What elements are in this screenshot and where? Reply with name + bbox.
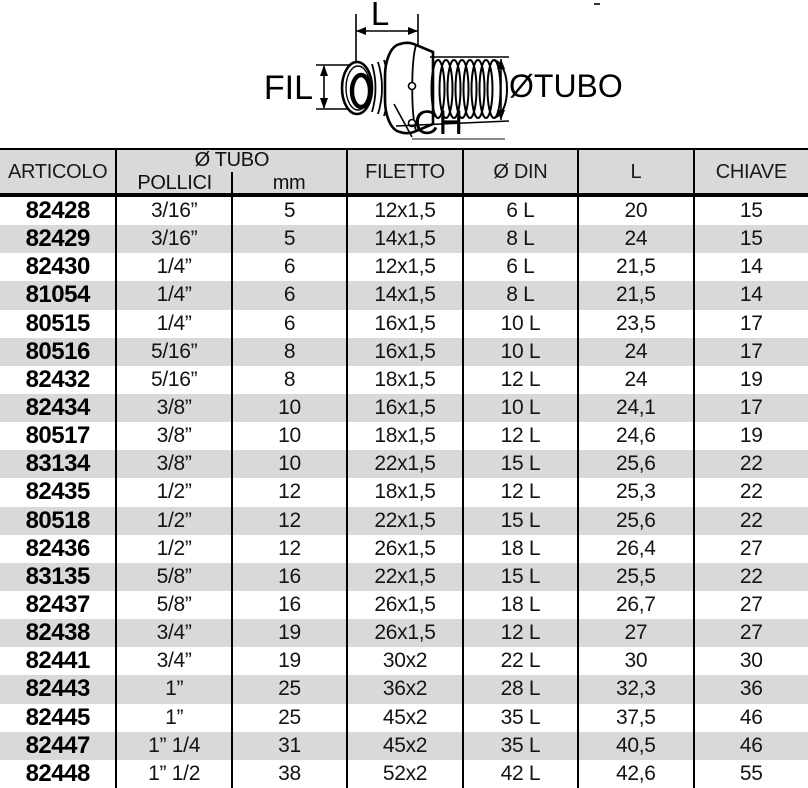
col-header-pollici: POLLICI <box>137 172 212 194</box>
cell-din: 42 L <box>462 760 577 788</box>
cell-articolo: 82441 <box>25 647 90 675</box>
cell-mm: 16 <box>231 591 346 619</box>
cell-filetto: 26x1,5 <box>346 619 461 647</box>
cell-pollici: 3/8” <box>115 394 230 422</box>
cell-l: 25,3 <box>577 478 692 506</box>
table-row <box>0 366 808 394</box>
cell-filetto: 22x1,5 <box>346 450 461 478</box>
cell-filetto: 12x1,5 <box>346 253 461 281</box>
table-row <box>0 310 808 338</box>
col-header-chiave: CHIAVE <box>693 150 808 195</box>
cell-articolo: 82435 <box>25 478 90 506</box>
cell-pollici: 1/2” <box>115 507 230 535</box>
cell-articolo: 82434 <box>25 394 90 422</box>
cell-filetto: 12x1,5 <box>346 197 461 225</box>
cell-articolo: 82432 <box>25 365 90 393</box>
cell-articolo: 80516 <box>25 337 90 365</box>
cell-l: 42,6 <box>577 760 692 788</box>
cell-l: 32,3 <box>577 675 692 703</box>
col-header-l: L <box>577 150 692 195</box>
table-row <box>0 619 808 647</box>
cell-din: 6 L <box>462 253 577 281</box>
cell-l: 26,7 <box>577 591 692 619</box>
cell-chiave: 30 <box>693 647 808 675</box>
cell-mm: 8 <box>231 338 346 366</box>
table-row <box>0 422 808 450</box>
col-header-mm: mm <box>232 172 346 195</box>
cell-chiave: 27 <box>693 535 808 563</box>
cell-l: 40,5 <box>577 732 692 760</box>
cell-articolo: 83134 <box>25 450 90 478</box>
cell-articolo: 82438 <box>25 619 90 647</box>
cell-pollici: 3/16” <box>115 197 230 225</box>
cell-pollici: 1/4” <box>115 281 230 309</box>
cell-filetto: 22x1,5 <box>346 563 461 591</box>
tubo-subheaders <box>117 172 346 195</box>
cell-din: 18 L <box>462 591 577 619</box>
cell-pollici: 5/8” <box>115 591 230 619</box>
table-row <box>0 450 808 478</box>
cell-articolo: 82445 <box>25 703 90 731</box>
cell-articolo: 81054 <box>25 281 90 309</box>
cell-pollici: 1” <box>115 675 230 703</box>
cell-chiave: 17 <box>693 310 808 338</box>
cell-articolo: 82430 <box>25 253 90 281</box>
col-header-filetto: FILETTO <box>346 150 461 195</box>
fitting-diagram <box>0 0 808 148</box>
cell-filetto: 52x2 <box>346 760 461 788</box>
cell-chiave: 27 <box>693 591 808 619</box>
cell-pollici: 1/2” <box>115 478 230 506</box>
cell-articolo: 82429 <box>25 225 90 253</box>
cell-filetto: 16x1,5 <box>346 394 461 422</box>
cell-l: 24 <box>577 338 692 366</box>
cell-din: 12 L <box>462 478 577 506</box>
cell-articolo: 82443 <box>25 675 90 703</box>
table-row <box>0 704 808 732</box>
cell-chiave: 22 <box>693 563 808 591</box>
cell-din: 8 L <box>462 225 577 253</box>
cell-pollici: 3/8” <box>115 422 230 450</box>
cell-chiave: 15 <box>693 225 808 253</box>
col-group-tubo <box>115 150 346 195</box>
cell-articolo: 80515 <box>25 309 90 337</box>
cell-din: 12 L <box>462 422 577 450</box>
cell-l: 23,5 <box>577 310 692 338</box>
cell-mm: 12 <box>231 478 346 506</box>
table-row <box>0 338 808 366</box>
cell-mm: 31 <box>231 732 346 760</box>
table-row <box>0 478 808 506</box>
cell-filetto: 26x1,5 <box>346 535 461 563</box>
cell-articolo: 83135 <box>25 562 90 590</box>
catalog-table <box>0 148 808 788</box>
cell-pollici: 1” 1/2 <box>115 760 230 788</box>
cell-pollici: 5/16” <box>115 338 230 366</box>
cell-din: 35 L <box>462 732 577 760</box>
cell-articolo: 82436 <box>25 534 90 562</box>
cell-din: 35 L <box>462 704 577 732</box>
cell-din: 10 L <box>462 394 577 422</box>
cell-mm: 6 <box>231 253 346 281</box>
cell-mm: 12 <box>231 507 346 535</box>
cell-pollici: 3/4” <box>115 619 230 647</box>
table-row <box>0 535 808 563</box>
table-row <box>0 225 808 253</box>
cell-filetto: 22x1,5 <box>346 507 461 535</box>
cell-pollici: 1/2” <box>115 535 230 563</box>
cell-l: 37,5 <box>577 704 692 732</box>
cell-chiave: 19 <box>693 366 808 394</box>
cell-chiave: 55 <box>693 760 808 788</box>
cell-pollici: 1” <box>115 704 230 732</box>
cell-mm: 19 <box>231 619 346 647</box>
cell-mm: 38 <box>231 760 346 788</box>
cell-filetto: 45x2 <box>346 732 461 760</box>
table-row <box>0 760 808 788</box>
cell-articolo: 82437 <box>25 591 90 619</box>
cell-chiave: 17 <box>693 394 808 422</box>
cell-filetto: 18x1,5 <box>346 422 461 450</box>
cell-l: 27 <box>577 619 692 647</box>
cell-mm: 25 <box>231 675 346 703</box>
table-row <box>0 647 808 675</box>
cell-filetto: 16x1,5 <box>346 310 461 338</box>
table-row <box>0 591 808 619</box>
cell-din: 28 L <box>462 675 577 703</box>
table-header <box>0 148 808 197</box>
table-row <box>0 253 808 281</box>
table-row <box>0 197 808 225</box>
table-row <box>0 281 808 309</box>
cell-chiave: 14 <box>693 281 808 309</box>
cell-l: 24,1 <box>577 394 692 422</box>
cell-mm: 10 <box>231 394 346 422</box>
cell-din: 10 L <box>462 310 577 338</box>
cell-pollici: 1” 1/4 <box>115 732 230 760</box>
cell-din: 8 L <box>462 281 577 309</box>
cell-l: 20 <box>577 197 692 225</box>
col-header-articolo: ARTICOLO <box>7 161 108 183</box>
cell-chiave: 36 <box>693 675 808 703</box>
table-row <box>0 732 808 760</box>
col-header-din: Ø DIN <box>462 150 577 195</box>
table-row <box>0 563 808 591</box>
cell-l: 21,5 <box>577 253 692 281</box>
cell-chiave: 15 <box>693 197 808 225</box>
table-body <box>0 197 808 788</box>
cell-chiave: 46 <box>693 704 808 732</box>
cell-pollici: 5/8” <box>115 563 230 591</box>
cell-chiave: 19 <box>693 422 808 450</box>
cell-din: 12 L <box>462 366 577 394</box>
cell-chiave: 14 <box>693 253 808 281</box>
cell-filetto: 14x1,5 <box>346 225 461 253</box>
cell-mm: 12 <box>231 535 346 563</box>
cell-articolo: 82447 <box>25 731 90 759</box>
cell-articolo: 82448 <box>25 759 90 787</box>
cell-mm: 25 <box>231 704 346 732</box>
cell-l: 24,6 <box>577 422 692 450</box>
cell-articolo: 82428 <box>25 197 90 225</box>
cell-l: 26,4 <box>577 535 692 563</box>
dim-label-ch: CH <box>414 104 464 142</box>
cell-l: 25,6 <box>577 507 692 535</box>
cell-filetto: 18x1,5 <box>346 366 461 394</box>
cell-l: 25,6 <box>577 450 692 478</box>
dim-label-l: L <box>370 0 390 32</box>
table-row <box>0 394 808 422</box>
cell-mm: 6 <box>231 281 346 309</box>
cell-filetto: 18x1,5 <box>346 478 461 506</box>
cell-pollici: 5/16” <box>115 366 230 394</box>
fitting-diagram-svg <box>0 0 808 148</box>
cell-chiave: 27 <box>693 619 808 647</box>
cell-pollici: 1/4” <box>115 310 230 338</box>
cell-mm: 19 <box>231 647 346 675</box>
cell-l: 24 <box>577 366 692 394</box>
cell-filetto: 30x2 <box>346 647 461 675</box>
dim-label-fil: FIL <box>263 69 313 107</box>
cell-chiave: 22 <box>693 478 808 506</box>
cell-chiave: 46 <box>693 732 808 760</box>
cell-l: 21,5 <box>577 281 692 309</box>
cell-mm: 5 <box>231 197 346 225</box>
cell-pollici: 1/4” <box>115 253 230 281</box>
cell-articolo: 80518 <box>25 506 90 534</box>
cell-din: 15 L <box>462 563 577 591</box>
cell-din: 6 L <box>462 197 577 225</box>
cell-chiave: 22 <box>693 507 808 535</box>
table-row <box>0 675 808 703</box>
cell-mm: 10 <box>231 450 346 478</box>
cell-l: 30 <box>577 647 692 675</box>
cell-mm: 16 <box>231 563 346 591</box>
cell-filetto: 16x1,5 <box>346 338 461 366</box>
cell-din: 10 L <box>462 338 577 366</box>
cell-pollici: 3/16” <box>115 225 230 253</box>
cell-mm: 5 <box>231 225 346 253</box>
cell-din: 12 L <box>462 619 577 647</box>
cell-din: 15 L <box>462 450 577 478</box>
dim-label-tubo: ØTUBO <box>509 68 623 104</box>
cell-mm: 6 <box>231 310 346 338</box>
cell-l: 24 <box>577 225 692 253</box>
cell-filetto: 14x1,5 <box>346 281 461 309</box>
cell-pollici: 3/8” <box>115 450 230 478</box>
cell-filetto: 45x2 <box>346 704 461 732</box>
cell-filetto: 36x2 <box>346 675 461 703</box>
table-row <box>0 507 808 535</box>
cell-mm: 10 <box>231 422 346 450</box>
cell-mm: 8 <box>231 366 346 394</box>
cell-din: 15 L <box>462 507 577 535</box>
cell-filetto: 26x1,5 <box>346 591 461 619</box>
col-header-tubo-group: Ø TUBO <box>194 149 270 171</box>
cell-pollici: 3/4” <box>115 647 230 675</box>
cell-chiave: 17 <box>693 338 808 366</box>
cell-l: 25,5 <box>577 563 692 591</box>
cell-articolo: 80517 <box>25 422 90 450</box>
cell-chiave: 22 <box>693 450 808 478</box>
cell-din: 22 L <box>462 647 577 675</box>
cell-din: 18 L <box>462 535 577 563</box>
